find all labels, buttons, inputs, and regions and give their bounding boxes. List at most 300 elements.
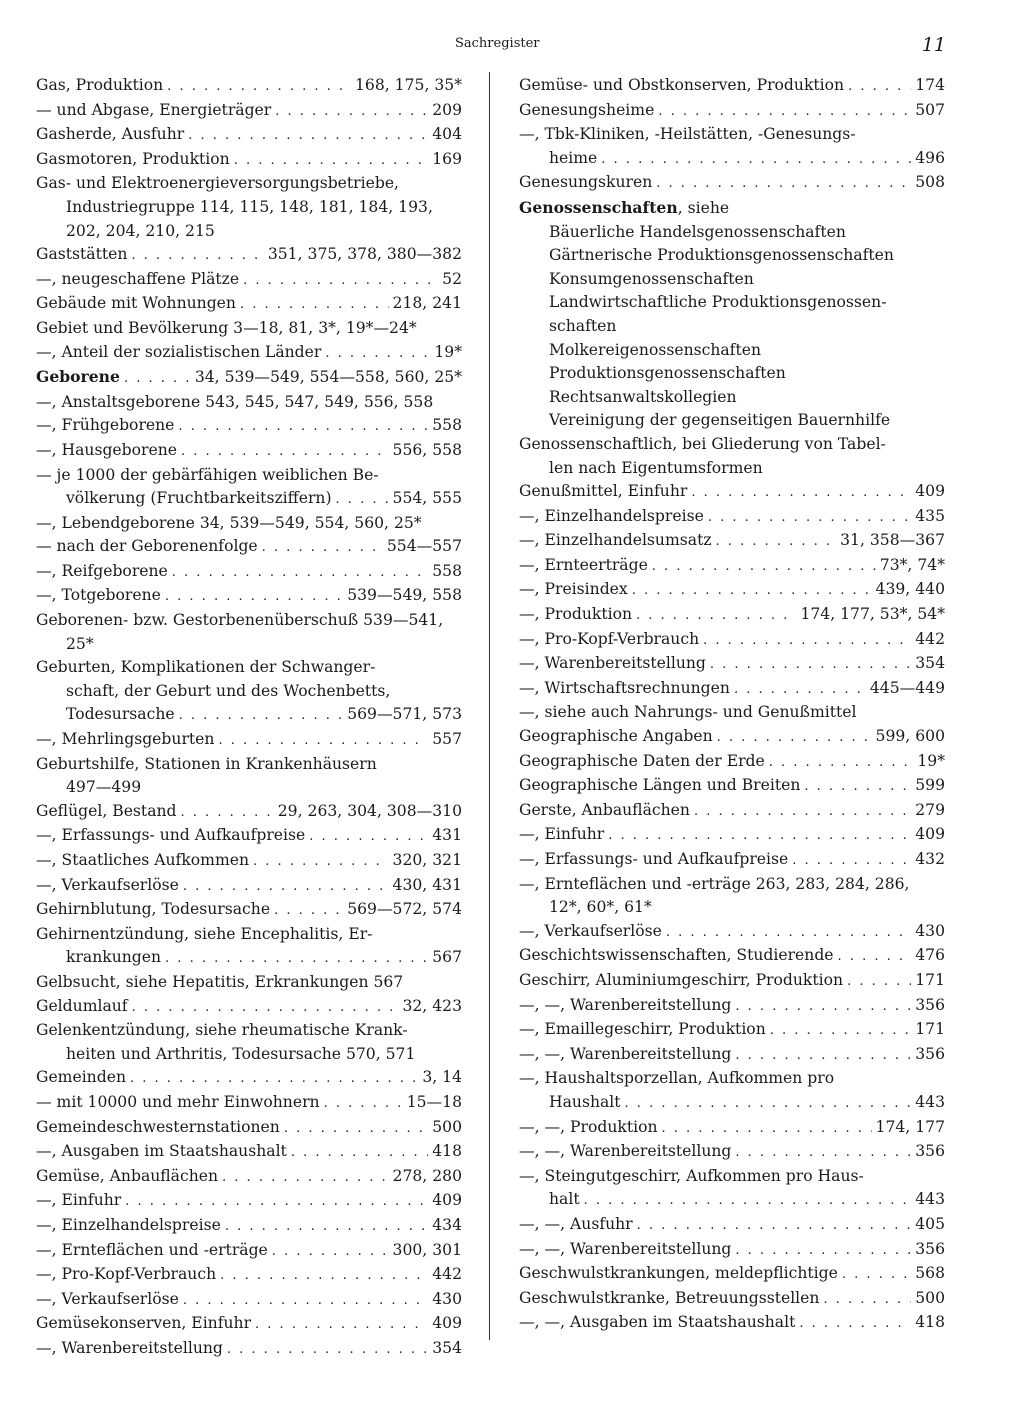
- page-reference: 496: [915, 148, 945, 167]
- index-entry-line: [519, 1213, 945, 1238]
- index-entry-line: [519, 750, 945, 775]
- dot-leader: [636, 604, 796, 628]
- index-entry: [36, 243, 462, 268]
- page-reference: 404: [432, 125, 462, 144]
- entry-term: —, —, Warenbereitstellung: [519, 1239, 732, 1258]
- entry-term: Genossenschaftlich, bei Gliederung von Tabel-: [519, 434, 886, 453]
- index-entry-line: [36, 268, 462, 293]
- index-entry-line: [36, 753, 462, 777]
- entry-term: Gelenkentzündung, siehe rheumatische Krank-: [36, 1021, 408, 1040]
- entry-term: —, —, Ausfuhr: [519, 1214, 633, 1233]
- index-entry-line: [36, 391, 462, 415]
- entry-term: —, Einzelhandelspreise: [36, 1215, 221, 1234]
- index-entry: [519, 920, 945, 945]
- page-reference: 174: [915, 76, 945, 94]
- entry-term: 25*: [66, 634, 94, 653]
- page-reference: 539—549, 558: [347, 586, 462, 605]
- entry-term: Geschichtswissenschaften, Studierende: [519, 946, 834, 965]
- entry-term: —, —, Warenbereitstellung: [519, 995, 732, 1014]
- page-reference: 354: [432, 1338, 462, 1357]
- index-entry: [36, 1116, 462, 1141]
- index-entry: [519, 994, 945, 1019]
- entry-term: Geborene: [36, 367, 120, 387]
- index-entry-line: [519, 578, 945, 603]
- index-entry-line: [519, 268, 945, 292]
- index-entry: [519, 196, 945, 433]
- index-entry: [36, 824, 462, 849]
- dot-leader: [691, 481, 911, 505]
- index-entry-line: [519, 315, 945, 339]
- dot-leader: [632, 579, 872, 603]
- index-entry: [36, 1312, 462, 1337]
- index-entry-line: [519, 1238, 945, 1263]
- page-reference: 169: [432, 149, 462, 168]
- dot-leader: [253, 850, 389, 874]
- page-reference: 418: [915, 1313, 945, 1332]
- page-reference: 599, 600: [875, 727, 945, 746]
- entry-term: Gebäude mit Wohnungen: [36, 294, 236, 313]
- entry-term: —, Preisindex: [519, 580, 628, 599]
- dot-leader: [220, 1264, 428, 1288]
- index-entry: [36, 1337, 462, 1362]
- entry-term: Genesungskuren: [519, 173, 653, 192]
- index-entry-line: [36, 487, 462, 512]
- entry-term: Landwirtschaftliche Produktionsgenossen-: [549, 293, 887, 312]
- entry-term: —, Frühgeborene: [36, 416, 175, 435]
- index-entry-line: [519, 1067, 945, 1091]
- entry-term: Gas- und Elektroenergieversorgungsbetriebe,: [36, 174, 400, 193]
- index-entry: [36, 414, 462, 439]
- page-reference: 500: [915, 1288, 945, 1307]
- entry-term: Geschwulstkranke, Betreuungsstellen: [519, 1288, 820, 1307]
- dot-leader: [179, 704, 344, 728]
- dot-leader: [770, 1019, 911, 1043]
- index-entry-line: [519, 1188, 945, 1213]
- entry-term: Gemüsekonserven, Einfuhr: [36, 1314, 252, 1333]
- entry-term: —, Einzelhandelspreise: [519, 506, 704, 525]
- entry-term: krankungen: [66, 948, 162, 967]
- index-entry-line: [36, 1288, 462, 1313]
- page-reference: 405: [915, 1214, 945, 1233]
- entry-term: Geographische Angaben: [519, 727, 713, 746]
- page-reference: 168, 175, 35*: [355, 76, 462, 94]
- dot-leader: [324, 1092, 403, 1116]
- column-divider: [489, 72, 490, 1340]
- index-entry: [36, 1140, 462, 1165]
- index-entry: [36, 535, 462, 560]
- index-entry-line: [36, 243, 462, 268]
- index-entry: [519, 1116, 945, 1141]
- page-reference: 15—18: [406, 1092, 462, 1111]
- index-entry: [519, 848, 945, 873]
- index-entry: [36, 172, 462, 243]
- index-entry-line: [36, 1116, 462, 1141]
- index-entry: [36, 995, 462, 1020]
- entry-term: —, Verkaufserlöse: [36, 1289, 179, 1308]
- dot-leader: [608, 824, 911, 848]
- index-entry-line: [519, 196, 945, 221]
- dot-leader: [735, 1141, 911, 1165]
- index-entry: [36, 800, 462, 825]
- entry-term: —, Steingutgeschirr, Aufkommen pro Haus-: [519, 1166, 864, 1185]
- index-entry: [36, 971, 462, 995]
- entry-term: Konsumgenossenschaften: [549, 269, 754, 288]
- index-entry: [36, 1189, 462, 1214]
- dot-leader: [792, 849, 911, 873]
- entry-term: 497—499: [66, 778, 142, 797]
- index-entry-line: [36, 148, 462, 173]
- page-number: 11: [921, 34, 946, 56]
- index-entry-line: [519, 1043, 945, 1068]
- index-entry-line: [36, 172, 462, 196]
- page-reference: 442: [915, 629, 945, 648]
- index-entry: [36, 365, 462, 391]
- dot-leader: [284, 1117, 428, 1141]
- index-entry: [519, 123, 945, 171]
- entry-term: —, Erfassungs- und Aufkaufpreise: [519, 850, 789, 868]
- entry-term: Gerste, Anbauflächen: [519, 800, 690, 819]
- index-entry: [519, 554, 945, 579]
- dot-leader: [584, 1189, 912, 1213]
- entry-term: —, Verkaufserlöse: [519, 921, 662, 940]
- index-entry: [36, 923, 462, 971]
- entry-term: —, Haushaltsporzellan, Aufkommen pro: [519, 1069, 835, 1088]
- page-reference: 300, 301: [392, 1240, 462, 1259]
- index-entry-line: [519, 969, 945, 994]
- index-entry: [519, 1238, 945, 1263]
- dot-leader: [183, 875, 389, 899]
- index-entry-line: [519, 1091, 945, 1116]
- index-entry-line: [36, 99, 462, 124]
- page-reference: 171: [915, 1020, 945, 1039]
- dot-leader: [838, 945, 912, 969]
- index-entry: [36, 1066, 462, 1091]
- index-entry-line: [36, 971, 462, 995]
- page-reference: 209: [432, 100, 462, 119]
- dot-leader: [131, 244, 263, 268]
- entry-term: Todesursache: [66, 705, 175, 724]
- dot-leader: [262, 536, 383, 560]
- page-reference: 174, 177: [875, 1117, 945, 1136]
- entry-term: halt: [549, 1190, 580, 1209]
- dot-leader: [735, 1044, 911, 1068]
- dot-leader: [735, 995, 911, 1019]
- page-reference: 508: [915, 173, 945, 192]
- dot-leader: [188, 124, 428, 148]
- dot-leader: [181, 440, 389, 464]
- entry-term: —, Emaillegeschirr, Produktion: [519, 1020, 766, 1039]
- entry-term: Geschwulstkrankungen, meldepflichtige: [519, 1264, 838, 1283]
- index-entry-line: [36, 1019, 462, 1043]
- entry-term: völkerung (Fruchtbarkeitsziffern): [66, 489, 332, 508]
- index-column-left: [36, 74, 462, 1361]
- entry-term: —, Ernteflächen und -erträge: [36, 1240, 268, 1259]
- entry-term: — je 1000 der gebärfähigen weiblichen Be-: [36, 465, 379, 484]
- index-entry-line: [519, 505, 945, 530]
- index-entry-line: [36, 1337, 462, 1362]
- index-entry-line: [36, 728, 462, 753]
- index-entry: [519, 969, 945, 994]
- entry-term: Genußmittel, Einfuhr: [519, 482, 688, 501]
- dot-leader: [735, 1239, 911, 1263]
- page-reference: 558: [432, 561, 462, 580]
- entry-term: —, Anstaltsgeborene 543, 545, 547, 549, 556, 558: [36, 392, 434, 411]
- entry-term: Haushalt: [549, 1092, 621, 1111]
- dot-leader: [124, 367, 191, 391]
- entry-term: —, Einfuhr: [519, 825, 605, 844]
- entry-term: Produktionsgenossenschaften: [549, 364, 786, 383]
- page-reference: 19*: [434, 342, 462, 361]
- index-entry: [519, 1018, 945, 1043]
- page-reference: 556, 558: [392, 440, 462, 459]
- index-entry-line: [36, 365, 462, 391]
- dot-leader: [656, 172, 911, 196]
- index-entry-line: [519, 823, 945, 848]
- index-entry: [36, 439, 462, 464]
- index-entry-line: [519, 1140, 945, 1165]
- index-entry: [519, 1067, 945, 1115]
- page-reference: 430, 431: [392, 875, 462, 894]
- index-entry-line: [519, 480, 945, 505]
- index-entry-line: [519, 147, 945, 172]
- entry-term: Gasmotoren, Produktion: [36, 149, 230, 168]
- index-entry-line: [519, 244, 945, 268]
- index-entry: [36, 1165, 462, 1190]
- entry-term: —, Pro-Kopf-Verbrauch: [519, 629, 700, 648]
- index-entry: [519, 480, 945, 505]
- index-entry-line: [36, 1239, 462, 1264]
- index-entry-line: [519, 99, 945, 124]
- dot-leader: [130, 1067, 418, 1091]
- entry-term: Gemeinden: [36, 1068, 126, 1087]
- entry-suffix: , siehe: [677, 198, 730, 217]
- dot-leader: [227, 1338, 428, 1362]
- index-entry: [36, 391, 462, 415]
- dot-leader: [125, 1190, 428, 1214]
- page-reference: 356: [915, 1142, 945, 1161]
- dot-leader: [662, 1117, 872, 1141]
- page-reference: 439, 440: [875, 580, 945, 599]
- page-reference: 557: [432, 730, 462, 749]
- index-entry-line: [519, 171, 945, 196]
- dot-leader: [847, 970, 911, 994]
- dot-leader: [178, 415, 428, 439]
- dot-leader: [734, 678, 866, 702]
- entry-term: — mit 10000 und mehr Einwohnern: [36, 1092, 320, 1111]
- page-reference: 34, 539—549, 554—558, 560, 25*: [194, 368, 462, 387]
- entry-term: —, —, Warenbereitstellung: [519, 1044, 732, 1063]
- entry-term: Industriegruppe 114, 115, 148, 181, 184, 193,: [66, 197, 433, 216]
- index-entry-line: [36, 995, 462, 1020]
- index-entry-line: [36, 512, 462, 536]
- dot-leader: [666, 921, 911, 945]
- entry-term: Genesungsheime: [519, 100, 655, 119]
- page-reference: 73*, 74*: [879, 555, 945, 574]
- index-entry: [36, 1239, 462, 1264]
- page-reference: 432: [915, 850, 945, 868]
- index-entry: [519, 171, 945, 196]
- index-entry-line: [36, 535, 462, 560]
- index-entry: [519, 603, 945, 628]
- page-reference: 351, 375, 378, 380—382: [267, 245, 462, 264]
- index-entry-line: [36, 292, 462, 317]
- index-entry: [519, 99, 945, 124]
- index-entry-line: [36, 1091, 462, 1116]
- dot-leader: [240, 293, 389, 317]
- index-entry: [36, 874, 462, 899]
- entry-term: Geographische Längen und Breiten: [519, 776, 801, 795]
- dot-leader: [274, 899, 343, 923]
- entry-term: Geldumlauf: [36, 996, 128, 1015]
- entry-term: —, Totgeborene: [36, 586, 161, 605]
- index-entry-line: [519, 1311, 945, 1336]
- entry-term: —, Hausgeborene: [36, 440, 177, 459]
- index-entry-line: [36, 1165, 462, 1190]
- index-entry-line: [519, 554, 945, 579]
- page-reference: 409: [432, 1191, 462, 1210]
- index-entry: [519, 529, 945, 554]
- index-entry-line: [36, 849, 462, 874]
- running-title: Sachregister: [455, 36, 540, 51]
- index-entry: [36, 74, 462, 99]
- entry-term: Geburten, Komplikationen der Schwanger-: [36, 658, 376, 677]
- page-reference: 435: [915, 506, 945, 525]
- entry-term: —, —, Ausgaben im Staatshaushalt: [519, 1313, 796, 1332]
- page-reference: 476: [915, 946, 945, 965]
- index-entry: [519, 1311, 945, 1336]
- entry-term: Geographische Daten der Erde: [519, 751, 765, 770]
- index-entry-line: [36, 609, 462, 633]
- dot-leader: [694, 800, 911, 824]
- entry-term: Gebiet und Bevölkerung 3—18, 81, 3*, 19*—24*: [36, 318, 417, 337]
- page-reference: 443: [915, 1190, 945, 1209]
- index-entry: [519, 652, 945, 677]
- index-entry-line: [36, 800, 462, 825]
- page-reference: 29, 263, 304, 308—310: [277, 801, 462, 820]
- dot-leader: [769, 751, 914, 775]
- index-entry-line: [519, 774, 945, 799]
- entry-term: 202, 204, 210, 215: [66, 221, 215, 240]
- index-entry-line: [36, 1189, 462, 1214]
- dot-leader: [225, 1215, 428, 1239]
- index-entry: [519, 74, 945, 99]
- index-entry: [519, 750, 945, 775]
- entry-term: —, Verkaufserlöse: [36, 875, 179, 894]
- page-reference: 174, 177, 53*, 54*: [800, 605, 945, 624]
- entry-term: heime: [549, 148, 598, 167]
- index-entry-line: [519, 701, 945, 725]
- dot-leader: [336, 488, 389, 512]
- entry-term: —, Tbk-Kliniken, -Heilstätten, -Genesungs-: [519, 125, 856, 144]
- index-entry-line: [36, 414, 462, 439]
- entry-term: —, —, Warenbereitstellung: [519, 1142, 732, 1161]
- index-entry-line: [519, 848, 945, 873]
- entry-term: Gehirnblutung, Todesursache: [36, 900, 271, 919]
- dot-leader: [172, 561, 428, 585]
- index-entry: [36, 1263, 462, 1288]
- entry-term: —, —, Produktion: [519, 1117, 658, 1136]
- index-entry: [519, 1213, 945, 1238]
- index-entry: [519, 677, 945, 702]
- page-reference: 567: [432, 948, 462, 967]
- index-entry-line: [519, 677, 945, 702]
- index-entry-line: [519, 994, 945, 1019]
- index-entry-line: [36, 74, 462, 99]
- page-reference: 507: [915, 100, 945, 119]
- index-entry-line: [519, 920, 945, 945]
- index-entry-line: [519, 896, 945, 920]
- entry-term: —, Mehrlingsgeburten: [36, 730, 215, 749]
- dot-leader: [255, 1313, 428, 1337]
- index-entry: [519, 1043, 945, 1068]
- index-entry-line: [519, 944, 945, 969]
- index-column-right: [519, 74, 945, 1336]
- index-entry-line: [36, 633, 462, 657]
- index-entry-line: [519, 603, 945, 628]
- index-entry: [36, 464, 462, 512]
- dot-leader: [222, 1166, 389, 1190]
- index-entry: [36, 512, 462, 536]
- page-reference: 569—572, 574: [347, 900, 462, 919]
- dot-leader: [708, 506, 911, 530]
- index-entry: [519, 578, 945, 603]
- index-entry-line: [519, 386, 945, 410]
- index-entry: [36, 560, 462, 585]
- dot-leader: [652, 555, 876, 579]
- dot-leader: [234, 149, 429, 173]
- dot-leader: [842, 1263, 911, 1287]
- page-reference: 356: [915, 1239, 945, 1258]
- entry-term: Gasherde, Ausfuhr: [36, 125, 185, 144]
- index-entry-line: [36, 703, 462, 728]
- entry-term: —, Reifgeborene: [36, 561, 168, 580]
- index-entry-line: [519, 339, 945, 363]
- entry-term: Gas, Produktion: [36, 76, 164, 94]
- entry-term: —, siehe auch Nahrungs- und Genußmittel: [519, 703, 857, 722]
- index-entry: [519, 1262, 945, 1287]
- dot-leader: [658, 100, 911, 124]
- dot-leader: [848, 75, 911, 99]
- index-entry: [519, 1140, 945, 1165]
- entry-term: Gemeindeschwesternstationen: [36, 1117, 280, 1136]
- page-reference: 3, 14: [422, 1068, 462, 1087]
- entry-term: Geflügel, Bestand: [36, 801, 177, 820]
- entry-term: —, Ernteerträge: [519, 555, 648, 574]
- index-entry: [519, 944, 945, 969]
- index-entry-line: [519, 1018, 945, 1043]
- page-reference: 279: [915, 800, 945, 819]
- page-reference: 278, 280: [392, 1166, 462, 1185]
- dot-leader: [167, 75, 351, 99]
- index-entry: [36, 898, 462, 923]
- entry-term: — nach der Geborenenfolge: [36, 537, 258, 556]
- index-entry-line: [519, 873, 945, 897]
- entry-term: —, Lebendgeborene 34, 539—549, 554, 560, 25*: [36, 513, 422, 532]
- entry-term: —, Einzelhandelsumsatz: [519, 531, 712, 550]
- index-entry-line: [519, 433, 945, 457]
- page-reference: 443: [915, 1092, 945, 1111]
- index-entry-line: [36, 776, 462, 800]
- index-entry: [36, 609, 462, 656]
- entry-term: len nach Eigentumsformen: [549, 458, 763, 477]
- entry-term: Gelbsucht, siehe Hepatitis, Erkrankungen 567: [36, 972, 404, 991]
- dot-leader: [165, 585, 343, 609]
- page-reference: 445—449: [869, 678, 945, 697]
- page-reference: 500: [432, 1117, 462, 1136]
- dot-leader: [716, 530, 837, 554]
- index-entry: [36, 753, 462, 800]
- page-reference: 430: [915, 921, 945, 940]
